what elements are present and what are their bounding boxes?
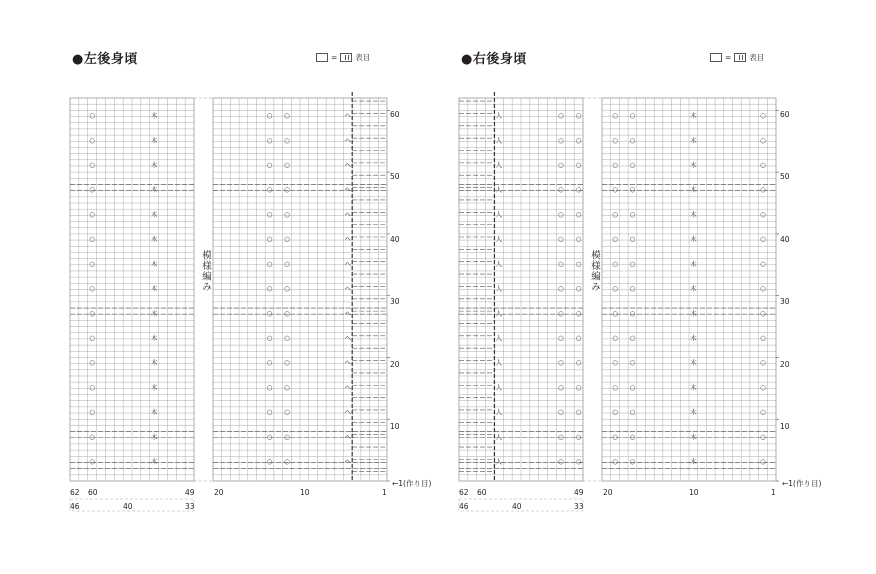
left-back-yo-mark: ○ xyxy=(266,333,273,342)
right-back-yo-mark: ○ xyxy=(612,185,618,194)
right-row-30: 30 xyxy=(780,297,790,306)
left-start-label: ←1(作り目) xyxy=(392,479,432,488)
left-back-yo-mark: ○ xyxy=(89,185,95,194)
left-back-yo-mark: ○ xyxy=(266,358,273,367)
right-back-yo-mark: ○ xyxy=(558,235,564,244)
right-back-yo-mark: ○ xyxy=(629,383,636,392)
right-back-dec-mark: 木 xyxy=(690,284,697,293)
right-back-yo-mark: ○ xyxy=(575,432,582,441)
left-back-yo-mark: ○ xyxy=(266,457,273,466)
right-back-dec-mark: 木 xyxy=(690,111,697,120)
left-back-yo-mark: ○ xyxy=(284,210,290,219)
left-col-10: 10 xyxy=(300,488,310,497)
right-back-yo-mark: ○ xyxy=(612,259,618,268)
right-back-yo-mark: ○ xyxy=(558,185,564,194)
left-back-yo-mark: ○ xyxy=(266,210,273,219)
right-back-yo-mark: ○ xyxy=(760,457,766,466)
right-row-50: 50 xyxy=(780,172,790,181)
left-back-dec-mark: ヘ xyxy=(344,111,352,120)
right-col-60: 60 xyxy=(477,488,487,497)
right-back-yo-mark: ○ xyxy=(558,333,564,342)
right-back-yo-mark: ○ xyxy=(629,358,636,367)
right-back-yo-mark: ○ xyxy=(629,432,636,441)
left-back-yo-mark: ○ xyxy=(284,457,290,466)
right-back-yo-mark: ○ xyxy=(575,161,582,170)
right-back-yo-mark: ○ xyxy=(760,185,766,194)
right-back-dec-mark: 木 xyxy=(690,358,697,367)
left-back-yo-mark: ○ xyxy=(89,432,95,441)
right-back-yo-mark: ○ xyxy=(760,136,766,145)
right-back-dec-mark: 人 xyxy=(495,136,503,145)
right-back-dec-mark: 人 xyxy=(495,185,503,194)
left-back-yo-mark: ○ xyxy=(284,383,290,392)
left-back-yo-mark: ○ xyxy=(266,309,273,318)
left-row-40: 40 xyxy=(390,235,400,244)
right-back-yo-mark: ○ xyxy=(575,235,582,244)
right-back-yo-mark: ○ xyxy=(760,284,766,293)
right-back-dec-mark: 木 xyxy=(690,432,697,441)
right-back-yo-mark: ○ xyxy=(558,457,564,466)
right-back-yo-mark: ○ xyxy=(558,432,564,441)
left-col-62: 62 xyxy=(70,488,80,497)
left-back-dec-mark: ヘ xyxy=(344,383,352,392)
right-back-dec-mark: 人 xyxy=(495,210,503,219)
left-back-dec-mark: ヘ xyxy=(344,210,352,219)
left-row-60: 60 xyxy=(390,110,400,119)
right-back-yo-mark: ○ xyxy=(558,358,564,367)
left-back-yo-mark: ○ xyxy=(89,333,95,342)
right-back-yo-mark: ○ xyxy=(612,235,618,244)
right-row-20: 20 xyxy=(780,360,790,369)
left-row-10: 10 xyxy=(390,422,400,431)
left-back-dec-mark: 木 xyxy=(150,259,158,268)
right-back-dec-mark: 木 xyxy=(690,333,697,342)
left-back-yo-mark: ○ xyxy=(284,309,290,318)
right-back-dec-mark: 人 xyxy=(495,408,503,417)
left-back-dec-mark: ヘ xyxy=(344,185,352,194)
right-back-dec-mark: 木 xyxy=(690,136,697,145)
right-back-yo-mark: ○ xyxy=(612,111,618,120)
right-back-dec-mark: 木 xyxy=(690,383,697,392)
right-back-yo-mark: ○ xyxy=(629,333,636,342)
right-back-dec-mark: 木 xyxy=(690,185,697,194)
right-back-yo-mark: ○ xyxy=(575,383,582,392)
left-back-dec-mark: ヘ xyxy=(344,358,352,367)
left-back-dec-mark: ヘ xyxy=(344,235,352,244)
right-back-yo-mark: ○ xyxy=(558,259,564,268)
left-row-50: 50 xyxy=(390,172,400,181)
right-back-dec-mark: 木 xyxy=(690,235,697,244)
left-range-33: 33 xyxy=(185,502,195,511)
left-back-yo-mark: ○ xyxy=(89,210,95,219)
right-back-dec-mark: 木 xyxy=(690,408,697,417)
right-back-yo-mark: ○ xyxy=(629,136,636,145)
right-back-yo-mark: ○ xyxy=(612,408,618,417)
left-back-yo-mark: ○ xyxy=(284,432,290,441)
right-col-49: 49 xyxy=(574,488,584,497)
right-back-yo-mark: ○ xyxy=(629,210,636,219)
left-back-yo-mark: ○ xyxy=(266,111,273,120)
left-back-yo-mark: ○ xyxy=(284,358,290,367)
left-back-yo-mark: ○ xyxy=(89,136,95,145)
left-back-yo-mark: ○ xyxy=(89,383,95,392)
left-row-30: 30 xyxy=(390,297,400,306)
right-col-1: 1 xyxy=(771,488,776,497)
right-back-dec-mark: 人 xyxy=(495,235,503,244)
right-back-yo-mark: ○ xyxy=(575,210,582,219)
left-back-yo-mark: ○ xyxy=(89,408,95,417)
right-back-yo-mark: ○ xyxy=(760,432,766,441)
left-back-dec-mark: 木 xyxy=(150,185,158,194)
left-back-dec-mark: 木 xyxy=(150,333,158,342)
left-back-yo-mark: ○ xyxy=(284,111,290,120)
left-back-dec-mark: ヘ xyxy=(344,161,352,170)
right-back-yo-mark: ○ xyxy=(760,383,766,392)
left-back-yo-mark: ○ xyxy=(266,383,273,392)
right-back-yo-mark: ○ xyxy=(760,259,766,268)
right-back-yo-mark: ○ xyxy=(612,432,618,441)
right-back-yo-mark: ○ xyxy=(612,457,618,466)
left-row-20: 20 xyxy=(390,360,400,369)
left-back-yo-mark: ○ xyxy=(89,111,95,120)
left-col-60: 60 xyxy=(88,488,98,497)
left-back-dec-mark: ヘ xyxy=(344,259,352,268)
right-back-yo-mark: ○ xyxy=(558,383,564,392)
left-back-yo-mark: ○ xyxy=(284,333,290,342)
left-back-yo-mark: ○ xyxy=(89,358,95,367)
right-back-yo-mark: ○ xyxy=(629,161,636,170)
right-back-yo-mark: ○ xyxy=(760,333,766,342)
left-back-yo-mark: ○ xyxy=(89,309,95,318)
right-back-yo-mark: ○ xyxy=(558,210,564,219)
right-back-dec-mark: 木 xyxy=(690,457,697,466)
right-back-dec-mark: 人 xyxy=(495,259,503,268)
right-row-10: 10 xyxy=(780,422,790,431)
right-back-yo-mark: ○ xyxy=(629,309,636,318)
right-back-yo-mark: ○ xyxy=(575,259,582,268)
left-range-40: 40 xyxy=(123,502,133,511)
right-range-40: 40 xyxy=(512,502,522,511)
left-back-dec-mark: ヘ xyxy=(344,333,352,342)
right-back-yo-mark: ○ xyxy=(612,358,618,367)
right-back-yo-mark: ○ xyxy=(575,136,582,145)
left-back-title: ●左後身頃 xyxy=(72,52,138,67)
right-row-60: 60 xyxy=(780,110,790,119)
right-back-dec-mark: 木 xyxy=(690,210,697,219)
left-back-dec-mark: 木 xyxy=(150,457,158,466)
left-col-1: 1 xyxy=(382,488,387,497)
left-back-yo-mark: ○ xyxy=(266,161,273,170)
right-back-yo-mark: ○ xyxy=(760,235,766,244)
left-back-dec-mark: 木 xyxy=(150,161,158,170)
right-back-dec-mark: 人 xyxy=(495,309,503,318)
left-pattern-label: 模様編み xyxy=(200,250,211,292)
right-col-62: 62 xyxy=(459,488,469,497)
left-col-49: 49 xyxy=(185,488,195,497)
left-back-dec-mark: 木 xyxy=(150,284,158,293)
left-back-dec-mark: 木 xyxy=(150,309,158,318)
left-back-dec-mark: 木 xyxy=(150,358,158,367)
right-back-yo-mark: ○ xyxy=(612,161,618,170)
left-legend: = 表目 xyxy=(316,52,370,63)
right-back-yo-mark: ○ xyxy=(612,136,618,145)
right-back-yo-mark: ○ xyxy=(629,235,636,244)
left-back-dec-mark: ヘ xyxy=(344,457,352,466)
right-back-yo-mark: ○ xyxy=(760,408,766,417)
right-back-yo-mark: ○ xyxy=(558,161,564,170)
right-back-dec-mark: 木 xyxy=(690,309,697,318)
right-back-yo-mark: ○ xyxy=(558,309,564,318)
right-back-yo-mark: ○ xyxy=(612,333,618,342)
right-back-dec-mark: 人 xyxy=(495,284,503,293)
right-range-46: 46 xyxy=(459,502,469,511)
left-back-yo-mark: ○ xyxy=(89,457,95,466)
right-back-yo-mark: ○ xyxy=(558,408,564,417)
right-back-yo-mark: ○ xyxy=(760,111,766,120)
left-back-yo-mark: ○ xyxy=(284,161,290,170)
left-back-yo-mark: ○ xyxy=(266,259,273,268)
right-back-yo-mark: ○ xyxy=(629,284,636,293)
left-back-dec-mark: 木 xyxy=(150,383,158,392)
right-back-yo-mark: ○ xyxy=(558,284,564,293)
left-back-dec-mark: 木 xyxy=(150,408,158,417)
left-back-yo-mark: ○ xyxy=(266,235,273,244)
right-back-yo-mark: ○ xyxy=(558,136,564,145)
left-back-yo-mark: ○ xyxy=(284,259,290,268)
right-back-yo-mark: ○ xyxy=(575,111,582,120)
right-start-label: ←1(作り目) xyxy=(782,479,822,488)
right-back-dec-mark: 人 xyxy=(495,161,503,170)
left-back-dec-mark: 木 xyxy=(150,210,158,219)
right-row-40: 40 xyxy=(780,235,790,244)
left-back-yo-mark: ○ xyxy=(266,284,273,293)
right-back-yo-mark: ○ xyxy=(629,111,636,120)
right-back-yo-mark: ○ xyxy=(760,358,766,367)
right-back-dec-mark: 人 xyxy=(495,457,503,466)
right-back-yo-mark: ○ xyxy=(760,161,766,170)
right-back-yo-mark: ○ xyxy=(558,111,564,120)
left-back-dec-mark: 木 xyxy=(150,136,158,145)
left-back-dec-mark: ヘ xyxy=(344,432,352,441)
right-back-yo-mark: ○ xyxy=(612,383,618,392)
left-range-46: 46 xyxy=(70,502,80,511)
left-back-dec-mark: ヘ xyxy=(344,136,352,145)
right-back-yo-mark: ○ xyxy=(575,284,582,293)
right-legend: = 表目 xyxy=(710,52,764,63)
right-back-yo-mark: ○ xyxy=(629,185,636,194)
left-back-dec-mark: 木 xyxy=(150,432,158,441)
right-back-yo-mark: ○ xyxy=(629,457,636,466)
left-back-yo-mark: ○ xyxy=(284,185,290,194)
right-back-yo-mark: ○ xyxy=(629,259,636,268)
right-back-yo-mark: ○ xyxy=(629,408,636,417)
left-back-yo-mark: ○ xyxy=(266,185,273,194)
left-back-yo-mark: ○ xyxy=(89,259,95,268)
left-back-yo-mark: ○ xyxy=(266,136,273,145)
left-back-yo-mark: ○ xyxy=(266,408,273,417)
right-back-yo-mark: ○ xyxy=(575,358,582,367)
left-back-dec-mark: 木 xyxy=(150,235,158,244)
right-back-dec-mark: 人 xyxy=(495,383,503,392)
left-back-yo-mark: ○ xyxy=(284,235,290,244)
right-col-10: 10 xyxy=(689,488,699,497)
left-back-yo-mark: ○ xyxy=(89,235,95,244)
left-back-yo-mark: ○ xyxy=(284,136,290,145)
left-back-yo-mark: ○ xyxy=(284,408,290,417)
right-pattern-label: 模様編み xyxy=(589,250,600,292)
left-back-yo-mark: ○ xyxy=(284,284,290,293)
left-back-dec-mark: ヘ xyxy=(344,309,352,318)
left-back-yo-mark: ○ xyxy=(89,284,95,293)
left-back-dec-mark: ヘ xyxy=(344,284,352,293)
right-back-dec-mark: 人 xyxy=(495,358,503,367)
left-back-yo-mark: ○ xyxy=(89,161,95,170)
right-back-yo-mark: ○ xyxy=(612,210,618,219)
right-back-title: ●右後身頃 xyxy=(461,52,527,67)
left-back-dec-mark: ヘ xyxy=(344,408,352,417)
left-col-20: 20 xyxy=(214,488,224,497)
right-back-yo-mark: ○ xyxy=(575,408,582,417)
right-back-yo-mark: ○ xyxy=(612,309,618,318)
right-back-yo-mark: ○ xyxy=(612,284,618,293)
right-back-yo-mark: ○ xyxy=(760,309,766,318)
right-col-20: 20 xyxy=(603,488,613,497)
right-range-33: 33 xyxy=(574,502,584,511)
right-back-yo-mark: ○ xyxy=(760,210,766,219)
left-back-yo-mark: ○ xyxy=(266,432,273,441)
right-back-dec-mark: 人 xyxy=(495,432,503,441)
right-back-yo-mark: ○ xyxy=(575,309,582,318)
right-back-dec-mark: 人 xyxy=(495,333,503,342)
left-back-dec-mark: 木 xyxy=(150,111,158,120)
right-back-yo-mark: ○ xyxy=(575,457,582,466)
right-back-yo-mark: ○ xyxy=(575,333,582,342)
right-back-yo-mark: ○ xyxy=(575,185,582,194)
right-back-dec-mark: 木 xyxy=(690,259,697,268)
right-back-dec-mark: 木 xyxy=(690,161,697,170)
right-back-dec-mark: 人 xyxy=(495,111,503,120)
